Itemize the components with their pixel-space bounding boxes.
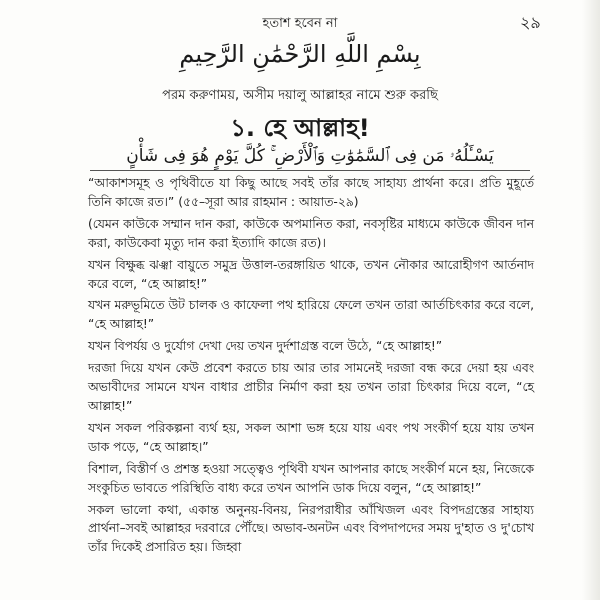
chapter-title: ১. হে আল্লাহ! [230,114,370,142]
verse-underline [90,170,530,171]
paragraph: যখন সকল পরিকল্পনা ব্যর্থ হয়, সকল আশা ভঙ্গ হয়ে যায় এবং পথ সংকীর্ণ হয়ে যায় তখন ডাক পড়ে, “হে আল্লাহ।” [88,420,534,454]
running-head: হতাশ হবেন না [262,16,338,31]
page-number: ২৯ [520,13,541,32]
paragraph: বিশাল, বিস্তীর্ণ ও প্রশস্ত হওয়া সত্ত্বেও পৃথিবী যখন আপনার কাছে সংকীর্ণ মনে হয়, নিজেকে সংকুচিত ভাবতে পরিস্থিতি বাধ্য করে তখন আপনি ডাক দিয়ে বলুন, “হে আল্লাহ!” [88,461,534,495]
bismillah-translation: পরম করুণাময়, অসীম দয়ালু আল্লাহর নামে শুরু করছি [162,88,438,103]
bismillah-arabic: بِسْمِ اللَّهِ الرَّحْمَٰنِ الرَّحِيمِ [179,40,421,68]
paragraph: যখন বিপর্যয় ও দুর্যোগ দেখা দেয় তখন দুর্দশাগ্রস্ত বলে উঠে, “হে আল্লাহ!” [88,339,443,354]
body-text [88,174,534,560]
paragraph: যখন মরুভূমিতে উট চালক ও কাফেলা পথ হারিয়ে ফেলে তখন তারা আর্তচিৎকার করে বলে, “হে আল্লাহ!” [88,298,534,332]
paragraph: (যেমন কাউকে সম্মান দান করা, কাউকে অপমানিত করা, নবসৃষ্টির মাধ্যমে কাউকে জীবন দান করা, কাউকেবা মৃত্যু দান করা ইত্যাদি কাজে রত)। [88,216,534,250]
paragraph: “আকাশসমূহ ও পৃথিবীতে যা কিছু আছে সবই তাঁর কাছে সাহায্য প্রার্থনা করে। প্রতি মুহূর্তে তিনি কাজে রত।” (৫৫–সূরা আর রাহমান : আয়াত-২৯) [88,176,534,209]
paragraph: দরজা দিয়ে যখন কেউ প্রবেশ করতে চায় আর তার সামনেই দরজা বন্ধ করে দেয়া হয় এবং অভাবীদের সামনে যখন বাধার প্রাচীর নির্মাণ করা হয় তখন তারা চিৎকার দিয়ে বলে, “হে আল্লাহ!” [88,361,534,413]
paragraph: যখন বিক্ষুব্ধ ঝঞ্ঝা বায়ুতে সমুদ্র উত্তাল-তরঙ্গায়িত থাকে, তখন নৌকার আরোহীগণ আর্তনাদ করে বলে, “হে আল্লাহ!” [88,257,534,291]
quran-verse-arabic: يَسْـَٔلُهُۥ مَن فِى ٱلسَّمَٰوَٰتِ وَٱلْأَرْضِ ۚ كُلَّ يَوْمٍ هُوَ فِى شَأْنٍ [126,146,494,166]
paragraph: সকল ভালো কথা, একান্ত অনুনয়-বিনয়, নিরপরাধীর আঁখিজল এবং বিপদগ্রস্তের সাহায্য প্রার্থনা–সবই আল্লাহর দরবারে পৌঁছে। অভাব-অনটন এবং বিপদাপদের সময় দু'হাত ও দু'চোখ তাঁর দিকেই প্রসারিত হয়। জিহ্বা [88,502,534,555]
